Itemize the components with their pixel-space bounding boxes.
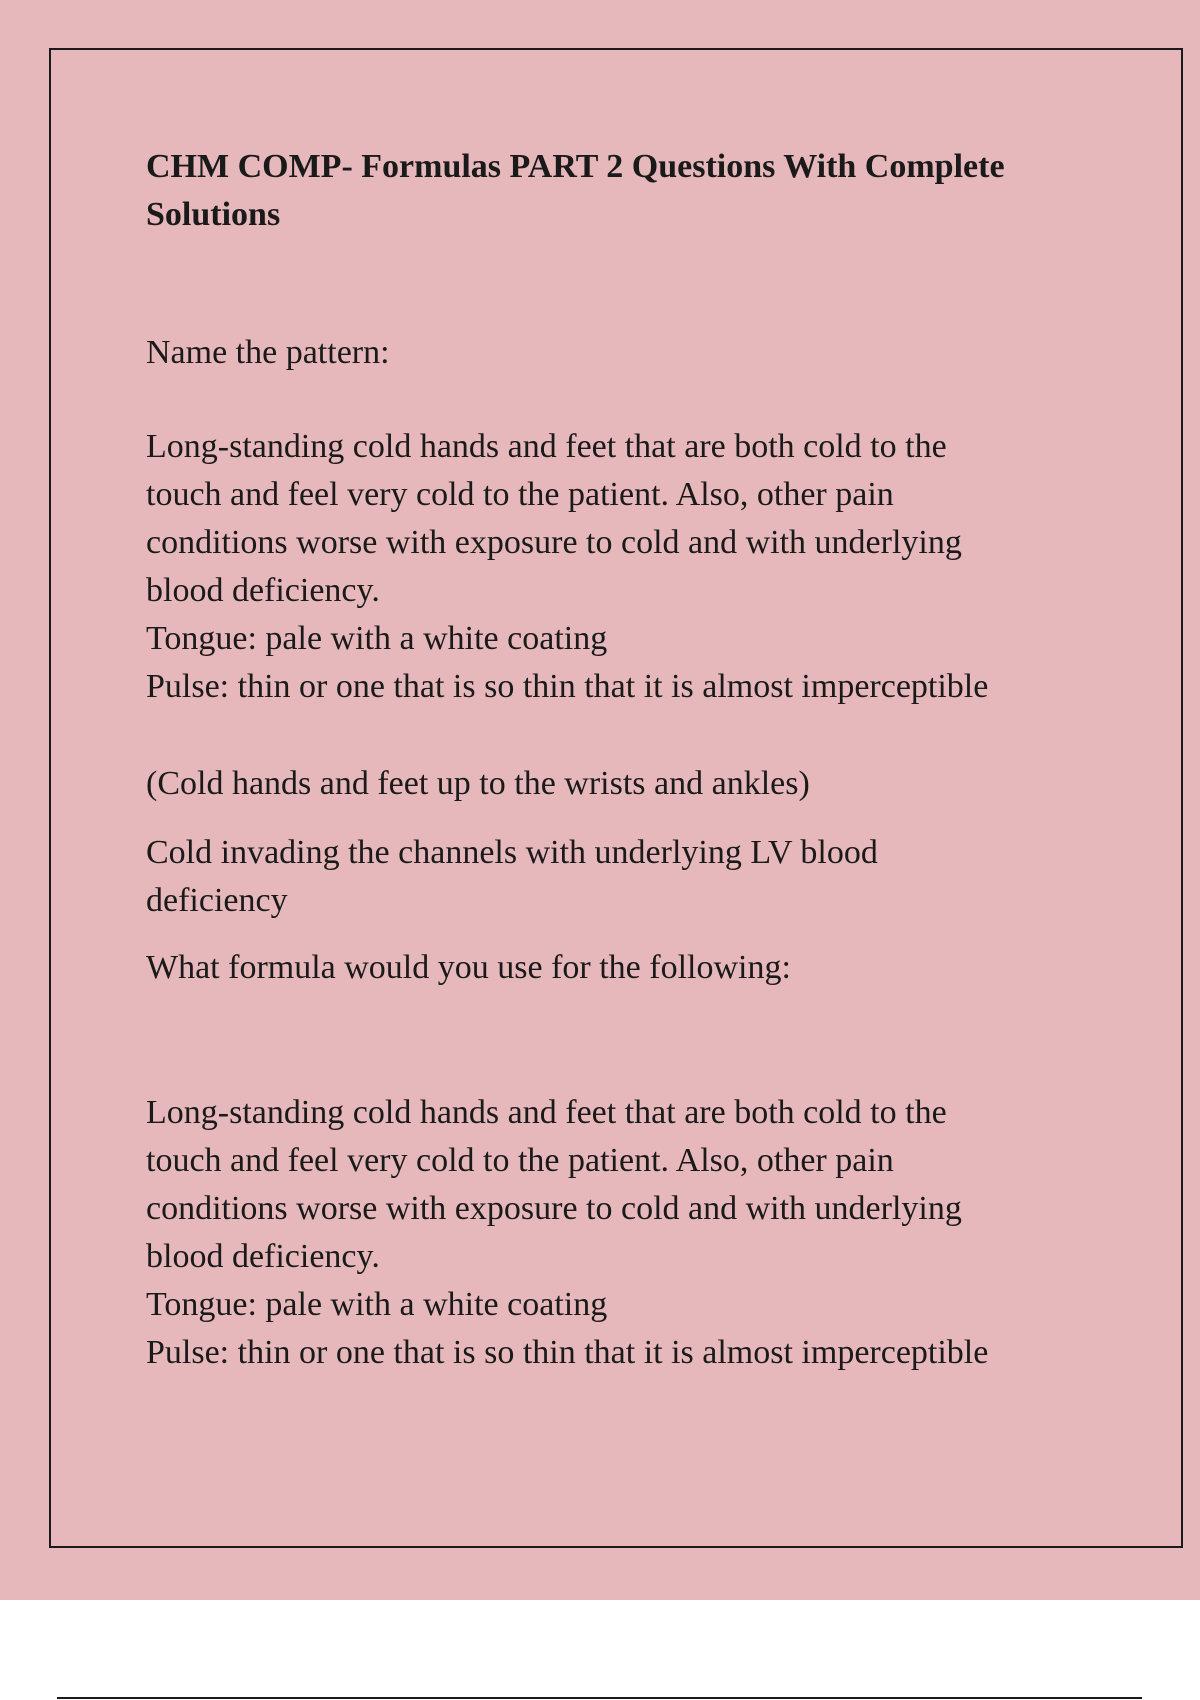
question-1-body: [146, 423, 1106, 711]
answer-line-1: Cold invading the channels with underlying LV blood: [146, 834, 878, 871]
q2-line-3: conditions worse with exposure to cold and with underlying: [146, 1190, 962, 1227]
q2-line-4: blood deficiency.: [146, 1238, 380, 1275]
document-title: [146, 143, 1106, 239]
q2-line-1: Long-standing cold hands and feet that are both cold to the: [146, 1094, 947, 1131]
question-1-note: (Cold hands and feet up to the wrists and ankles): [146, 765, 810, 802]
question-2-prompt: What formula would you use for the following:: [146, 949, 791, 986]
title-line-1: CHM COMP- Formulas PART 2 Questions With Complete: [146, 148, 1005, 185]
q2-tongue: Tongue: pale with a white coating: [146, 1286, 608, 1323]
bottom-divider: [57, 1697, 1142, 1699]
q1-tongue: Tongue: pale with a white coating: [146, 620, 608, 657]
q1-pulse: Pulse: thin or one that is so thin that it is almost imperceptible: [146, 668, 989, 705]
title-line-2: Solutions: [146, 196, 281, 233]
answer-line-2: deficiency: [146, 882, 288, 919]
q2-line-2: touch and feel very cold to the patient. Also, other pain: [146, 1142, 894, 1179]
q1-line-1: Long-standing cold hands and feet that are both cold to the: [146, 428, 947, 465]
q1-line-3: conditions worse with exposure to cold and with underlying: [146, 524, 962, 561]
question-2-body: [146, 1089, 1106, 1377]
question-1-prompt: Name the pattern:: [146, 334, 390, 371]
q1-line-2: touch and feel very cold to the patient. Also, other pain: [146, 476, 894, 513]
question-1-answer: [146, 829, 1106, 925]
q1-line-4: blood deficiency.: [146, 572, 380, 609]
q2-pulse: Pulse: thin or one that is so thin that it is almost imperceptible: [146, 1334, 989, 1371]
